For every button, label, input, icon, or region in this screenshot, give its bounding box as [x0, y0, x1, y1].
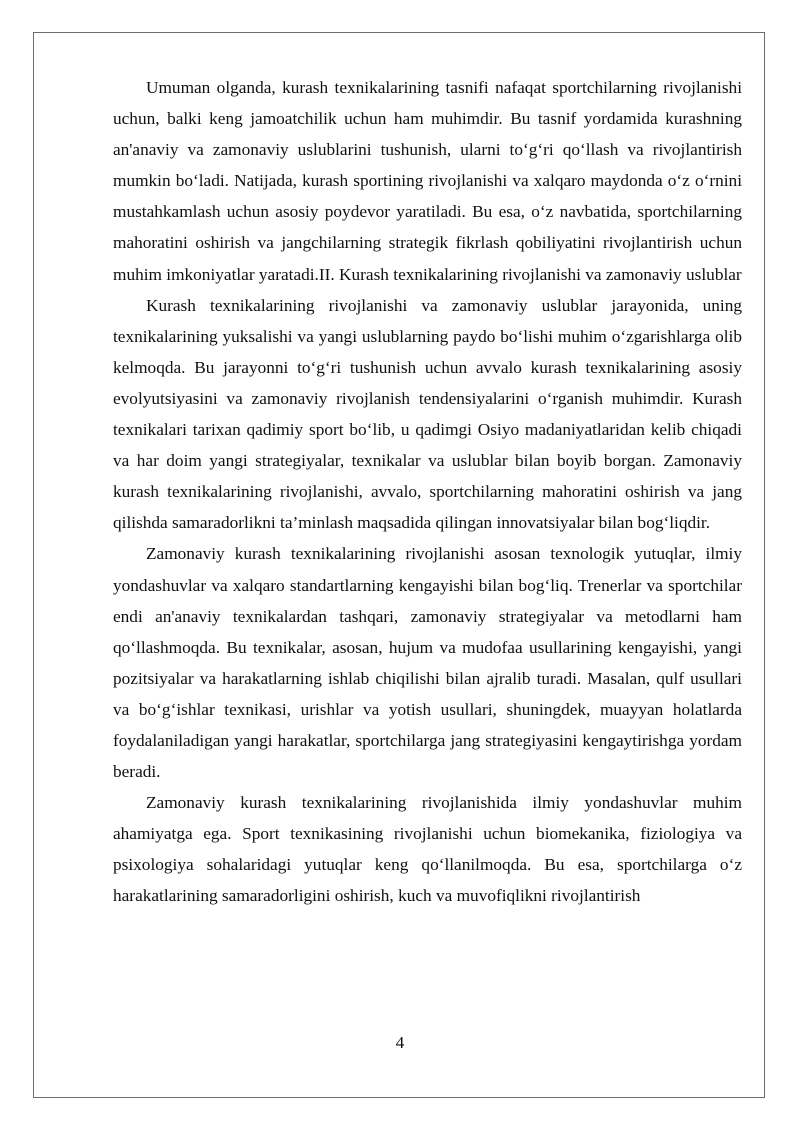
page-number: 4 — [395, 1033, 405, 1052]
paragraph: Zamonaviy kurash texnikalarining rivojlanishi asosan texnologik yutuqlar, ilmiy yondashuvlar va xalqaro standartlarning kengayishi bilan bog‘liq. Trenerlar va sportchilar endi an'anaviy texnikalardan tashqari, zamonaviy strategiyalar va metodlarni ham qo‘llashmoqda. Bu texnikalar, asosan, hujum va mudofaa usullarining kengayishi, yangi pozitsiyalar va harakatlarning ishlab chiqilishi bilan ajralib turadi. Masalan, qulf usullari va bo‘g‘ishlar texnikasi, urishlar va yotish usullari, shuningdek, muayyan holatlarda foydalaniladigan yangi harakatlar, sportchilarga jang strategiyasini kengaytirishga yordam beradi. — [113, 544, 742, 782]
paragraph: Umuman olganda, kurash texnikalarining tasnifi nafaqat sportchilarning rivojlanishi uchun, balki keng jamoatchilik uchun ham muhimdir. Bu tasnif yordamida kurashning an'anaviy va zamonaviy uslublarini tushunish, ularni to‘g‘ri qo‘llash va rivojlantirish mumkin bo‘ladi. Natijada, kurash sportining rivojlanishi va xalqaro maydonda o‘z o‘rnini mustahkamlash uchun asosiy poydevor yaratiladi. Bu esa, o‘z navbatida, sportchilarning mahoratini oshirish va jangchilarning strategik fikrlash qobiliyatini rivojlantirish uchun muhim imkoniyatlar yaratadi.II. Kurash texnikalarining rivojlanishi va zamonaviy uslublar — [113, 78, 742, 284]
paragraph: Kurash texnikalarining rivojlanishi va zamonaviy uslublar jarayonida, uning texnikalarining yuksalishi va yangi uslublarning paydo bo‘lishi muhim o‘zgarishlarga olib kelmoqda. Bu jarayonni to‘g‘ri tushunish uchun avvalo kurash texnikalarining asosiy evolyutsiyasini va zamonaviy rivojlanish tendensiyalarini o‘rganish muhimdir. Kurash texnikalari tarixan qadimiy sport bo‘lib, u qadimgi Osiyo madaniyatlaridan kelib chiqadi va har doim yangi strategiyalar, texnikalar va uslublar bilan boyib borgan. Zamonaviy kurash texnikalarining rivojlanishi, avvalo, sportchilarning mahoratini oshirish va jang qilishda samaradorlikni ta’minlash maqsadida qilingan innovatsiyalar bilan bog‘liqdir. — [113, 295, 742, 533]
document-body — [113, 72, 742, 912]
paragraph: Zamonaviy kurash texnikalarining rivojlanishida ilmiy yondashuvlar muhim ahamiyatga ega. Sport texnikasining rivojlanishi uchun biomekanika, fiziologiya va psixologiya sohalaridagi yutuqlar keng qo‘llanilmoqda. Bu esa, sportchilarga o‘z harakatlarining samaradorligini oshirish, kuch va muvofiqlikni rivojlantirish — [113, 793, 742, 906]
